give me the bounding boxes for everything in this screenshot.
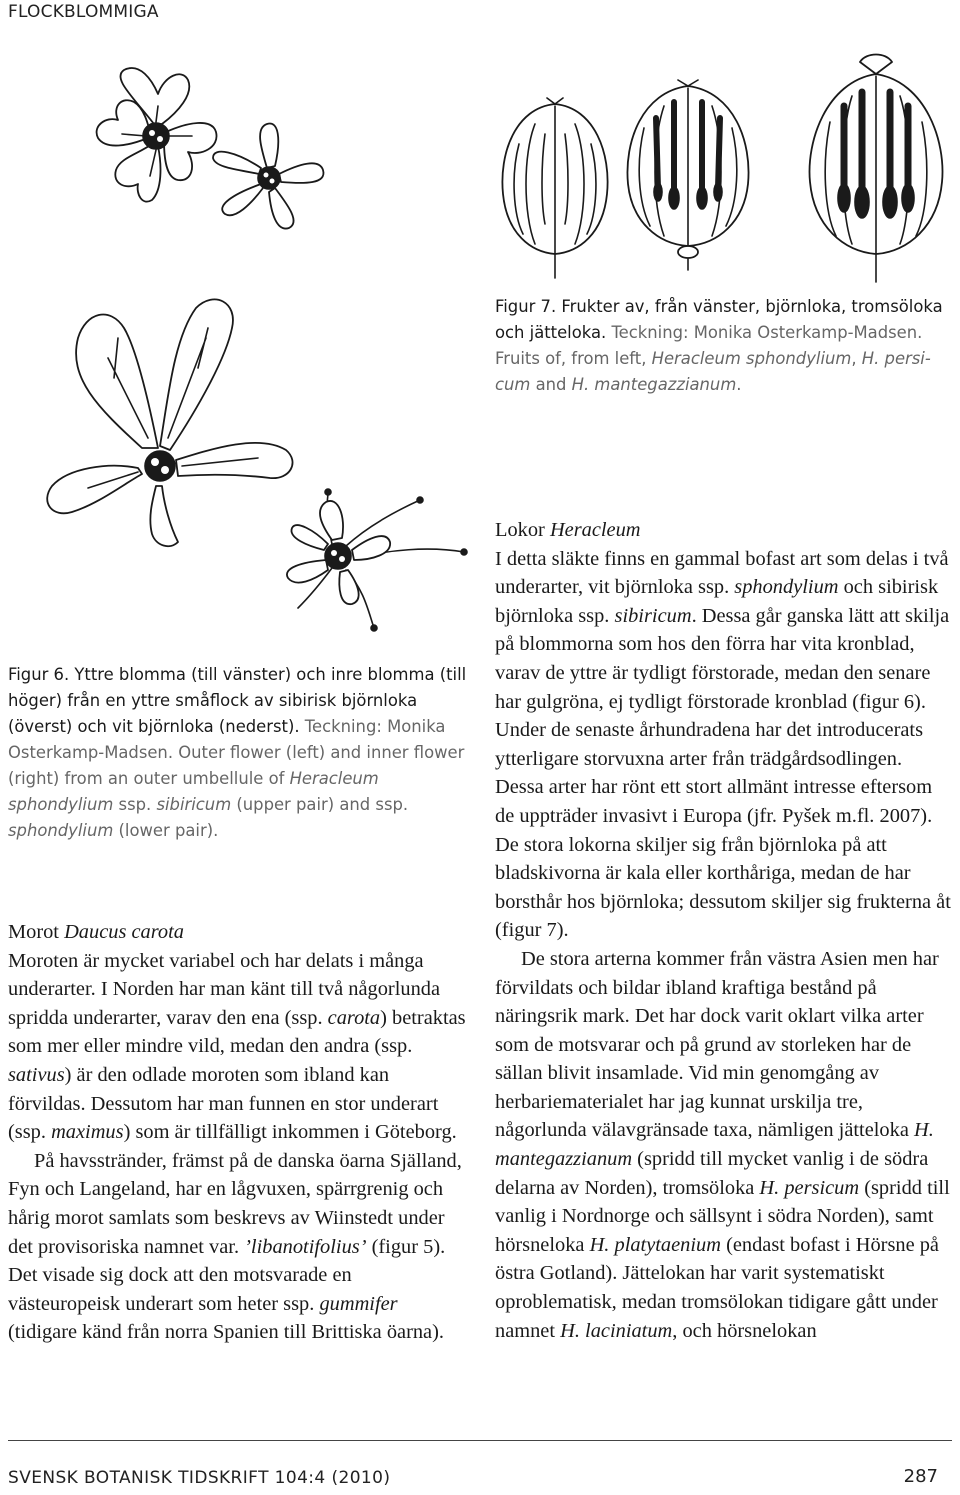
running-head: FLOCKBLOMMIGA [8, 2, 159, 22]
journal-citation: SVENSK BOTANISK TIDSKRIFT 104:4 (2010) [8, 1468, 391, 1488]
figure7-fruit-heracleum-persicum [618, 72, 758, 282]
section-lokor [495, 516, 955, 1345]
footer-divider [8, 1440, 952, 1441]
figure7-caption-credit: Teckning: Monika Osterkamp-Madsen. [611, 323, 923, 342]
lokor-paragraph-1: I detta släkte finns en gammal bofast art som delas i två underarter, vit björnloka ssp. sphondylium och sibirisk björnloka ssp. sibiricum. Dessa går ganska lätt att skilja på blommorna som hos den förra har vita kronblad, varav de yttre är tydligt förstorade, medan den senare har gulgröna, ej tydligt förstorade kronblad (figur 6). Under de senaste århundradena har det introducerats ytterligare storvuxna arter från trädgårdsodlingen. Dessa arter har rönt ett stort allmänt intresse eftersom de uppträder invasivt i Europa (jfr. Pyšek m.fl. 2007). De stora lokorna skiljer sig från björnloka på att bladskivorna är kala eller korthåriga, medan de har borsthår hos björnloka; dessutom skiljer sig frukterna åt (figur 7). [495, 547, 951, 942]
figure7-fruit-heracleum-sphondylium [495, 94, 615, 284]
figure7-caption-english: Fruits of, from left, Heracleum sphondylium, H. persicum and H. mantegazzianum. [495, 349, 931, 394]
figure6-caption-english: Outer flower (left) and inner flower (right) from an outer umbellule of Heracleum sphondylium ssp. sibiricum (upper pair) and ssp. sphondylium (lower pair). [8, 743, 465, 840]
figure6-lower-outer-flower [38, 298, 300, 550]
figure6-caption-lead: Figur 6. Yttre blomma (till vänster) och inre blomma (till höger) från en yttre småflock av sibirisk björnloka (överst) och vit björnloka (nederst). [8, 665, 467, 736]
lokor-heading: Lokor Heracleum [495, 519, 641, 541]
figure6-upper-inner-flower [205, 118, 330, 233]
figure7-caption [495, 294, 957, 398]
section-morot [8, 918, 466, 1347]
figure7-caption-lead: Figur 7. Frukter av, från vänster, björnloka, tromsöloka och jätteloka. [495, 297, 943, 342]
figure6-caption-credit: Teckning: Monika Osterkamp-Madsen. [8, 717, 446, 762]
figure6-lower-inner-flower [268, 480, 478, 640]
figure7-fruit-heracleum-mantegazzianum [800, 52, 950, 292]
morot-heading: Morot Daucus carota [8, 921, 184, 943]
morot-paragraph-1: Moroten är mycket variabel och har delats i många underarter. I Norden har man känt till två någorlunda spridda underarter, varav den ena (ssp. carota) betraktas som mer eller mindre vild, medan den andra (ssp. sativus) är den odlade moroten som ibland kan förvildas. Dessutom har man funnen en stor underart (ssp. maximus) som är tillfälligt inkommen i Göteborg. [8, 949, 466, 1144]
figure6-caption [8, 662, 470, 844]
lokor-paragraph-2: De stora arterna kommer från västra Asien men har förvildats och bildar ibland kraftiga bestånd på näringsrik mark. Det har dock varit oklart vilka arter som de motsvarar och på grund av storleken har de sällan blivit insamlade. Vid min genomgång av herbariematerialet har jag kunnat urskilja tre, någorlunda välavgränsade taxa, nämligen jätteloka H. mantegazzianum (spridd till mycket vanlig i de södra delarna av Norden), tromsöloka H. persicum (spridd till vanlig i Nordnorge och sällsynt i södra Norden), samt hörsneloka H. platytaenium (endast bofast i Hörsne på östra Gotland). Jättelokan har varit systematiskt oproblematisk, medan tromsölokan tidigare gått under namnet H. laciniatum, och hörsnelokan [495, 947, 950, 1342]
figure6-upper-outer-flower [92, 66, 222, 216]
morot-paragraph-2: På havsstränder, främst på de danska öarna Själland, Fyn och Langeland, har en lågvuxen, spärrgrenig och hårig morot samlats som beskrevs av Wiinstedt under det provisoriska namnet var. ’libanotifolius’ (figur 5). Det visade sig dock att den motsvarade en västeuropeisk underart som heter ssp. gummifer (tidigare känd från norra Spanien till Brittiska öarna). [8, 1149, 462, 1344]
page-number: 287 [903, 1466, 938, 1487]
